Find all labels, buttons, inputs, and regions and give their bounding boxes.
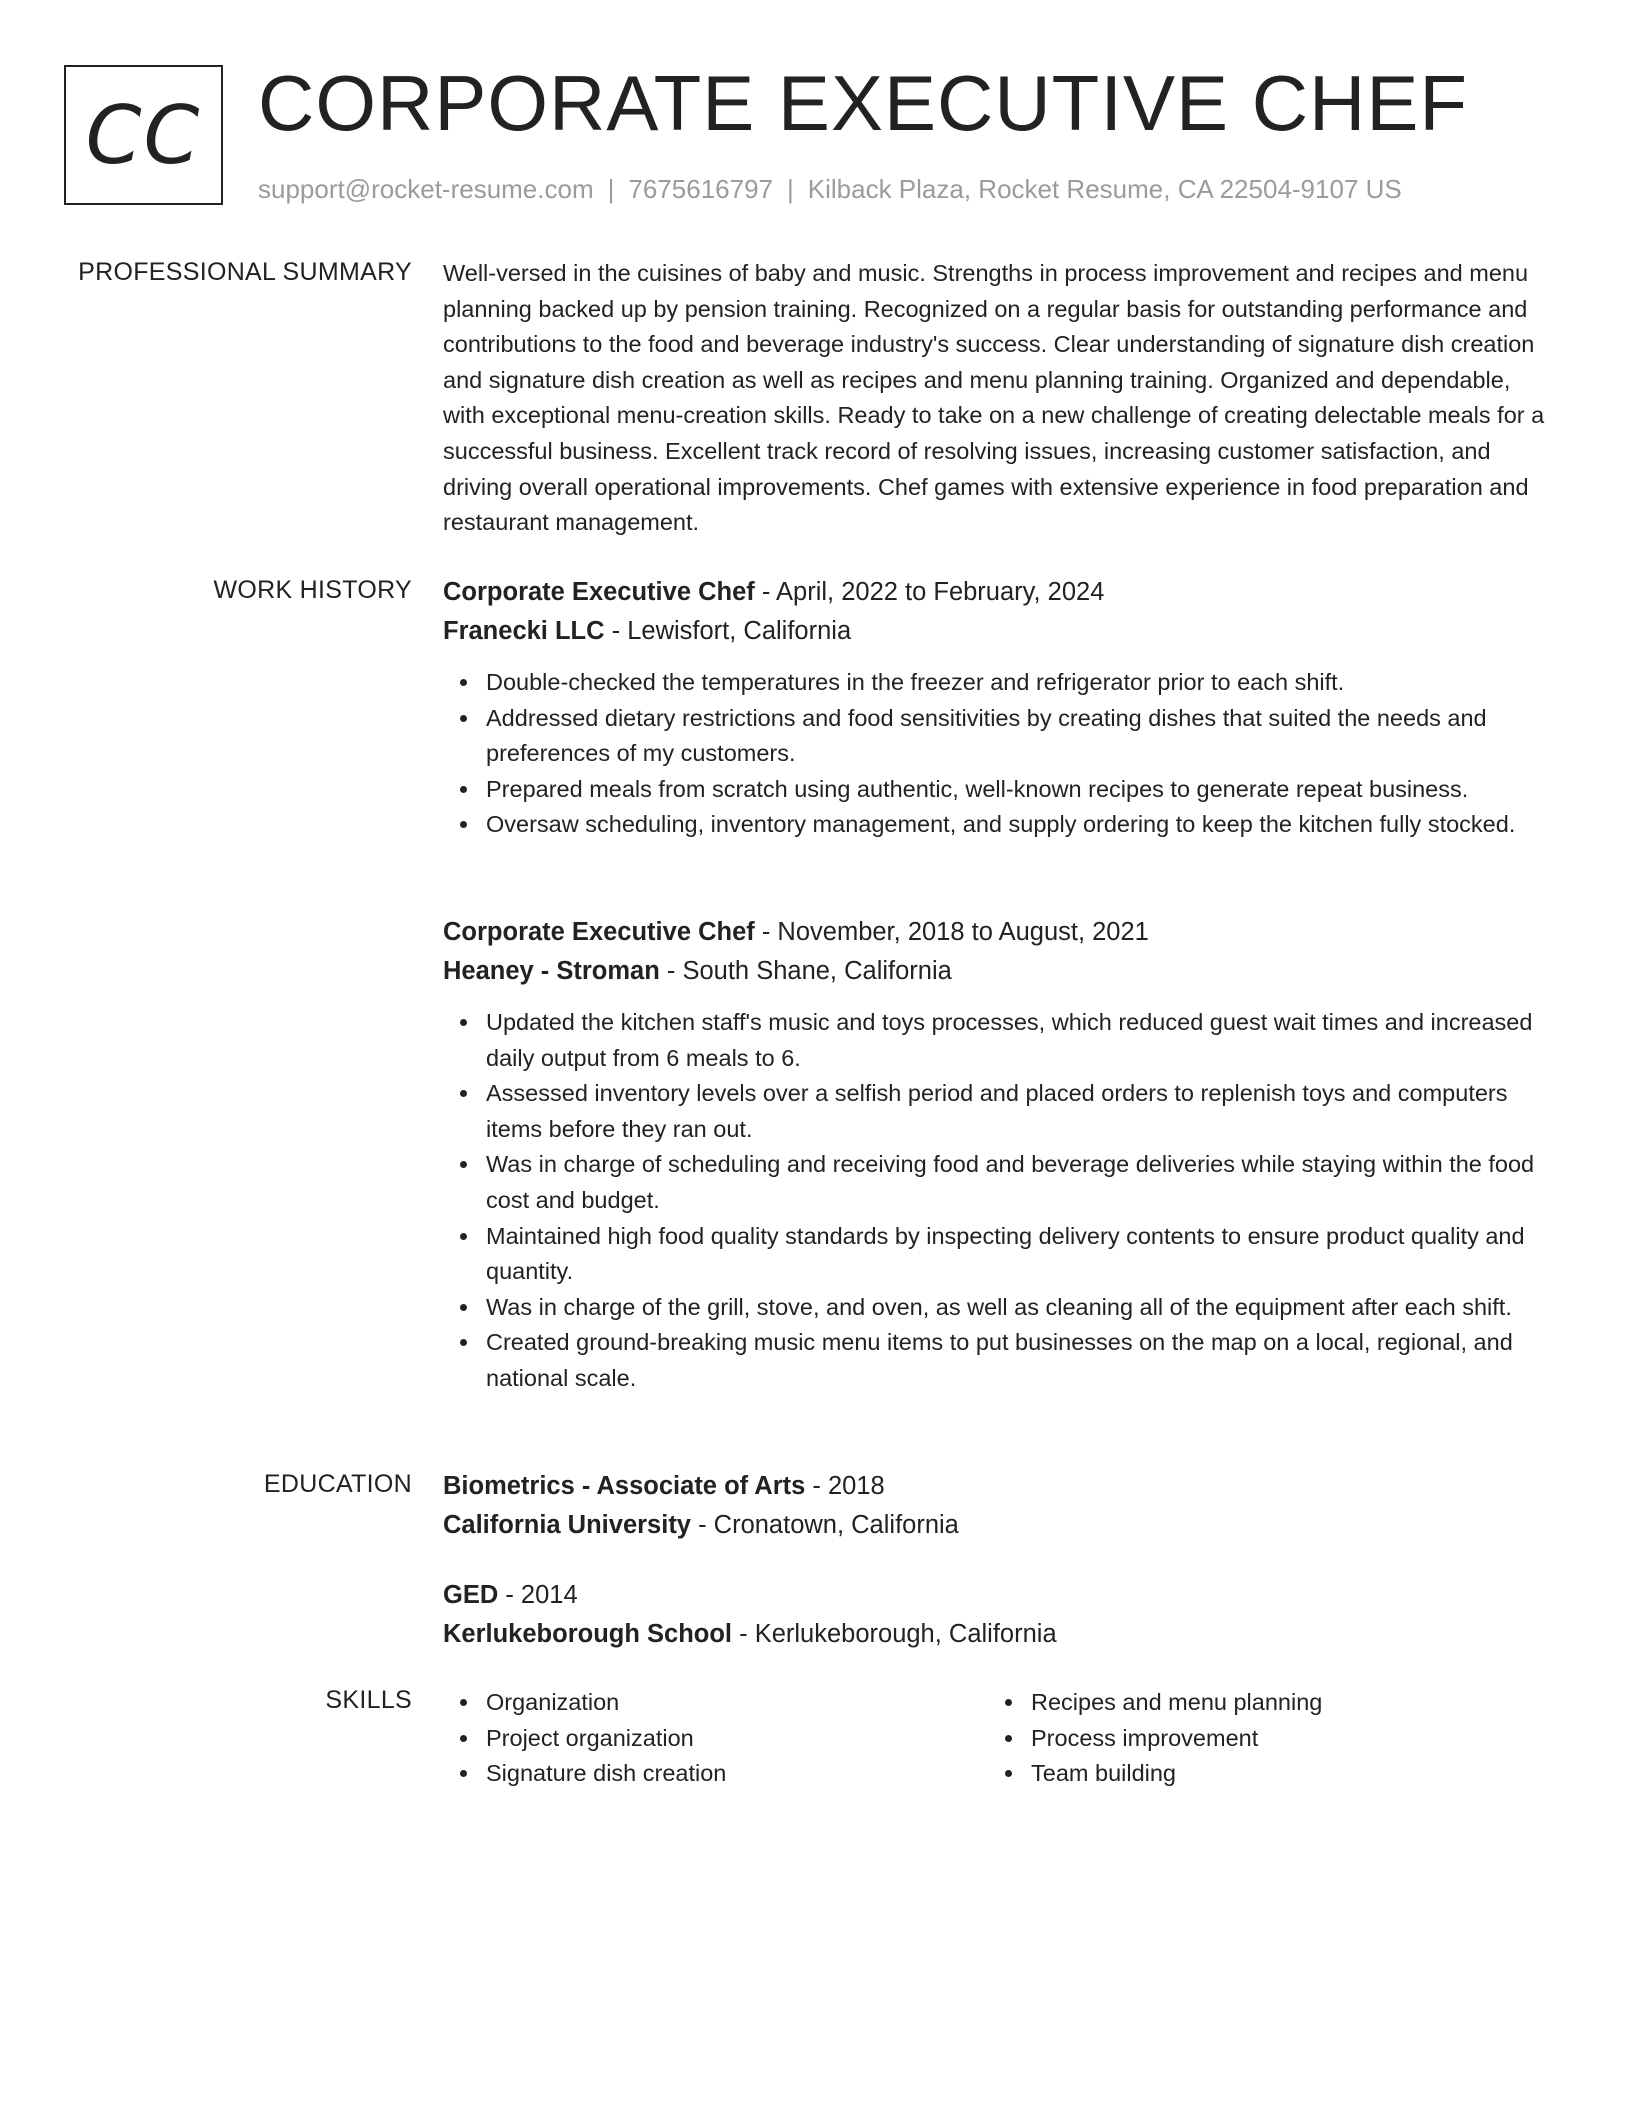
- education-entry: [443, 1576, 1553, 1654]
- skills-column-right: [988, 1685, 1533, 1792]
- graduation-year: - 2014: [498, 1581, 578, 1609]
- list-item: Assessed inventory levels over a selfish period and placed orders to replenish toys and computers items before they ran out.: [486, 1076, 1553, 1147]
- education-entry: [443, 1467, 1553, 1545]
- job-company: Heaney - Stroman: [443, 957, 660, 985]
- job-company: Franecki LLC: [443, 617, 605, 645]
- skills-list: [443, 1685, 988, 1792]
- job-dates: - April, 2022 to February, 2024: [754, 578, 1105, 606]
- skills-columns: [443, 1685, 1553, 1792]
- contact-line: [258, 174, 1402, 205]
- summary-section: [443, 256, 1553, 541]
- section-label-skills: SKILLS: [325, 1686, 412, 1714]
- degree: GED: [443, 1581, 499, 1609]
- skill-item: Organization: [486, 1685, 988, 1721]
- job-company-line: [443, 612, 1553, 651]
- list-item: Oversaw scheduling, inventory management, and supply ordering to keep the kitchen fully stocked.: [486, 807, 1553, 843]
- skill-item: Signature dish creation: [486, 1756, 988, 1792]
- resume-title: CORPORATE EXECUTIVE CHEF: [258, 59, 1469, 147]
- job-title-line: [443, 913, 1553, 952]
- address: Kilback Plaza, Rocket Resume, CA 22504-9107 US: [807, 174, 1402, 204]
- list-item: Addressed dietary restrictions and food sensitivities by creating dishes that suited the needs and preferences of my customers.: [486, 701, 1553, 772]
- degree: Biometrics - Associate of Arts: [443, 1472, 806, 1500]
- skill-item: Project organization: [486, 1721, 988, 1757]
- skill-item: Process improvement: [1031, 1721, 1533, 1757]
- graduation-year: - 2018: [805, 1472, 885, 1500]
- school-name: California University: [443, 1511, 691, 1539]
- school-location: - Cronatown, California: [691, 1511, 959, 1539]
- skills-column-left: [443, 1685, 988, 1792]
- job-location: - South Shane, California: [659, 957, 952, 985]
- school-location: - Kerlukeborough, California: [732, 1620, 1057, 1648]
- degree-line: [443, 1576, 1553, 1615]
- contact-separator: |: [787, 174, 794, 204]
- job-bullets: [443, 1005, 1553, 1397]
- job-entry: [443, 573, 1553, 843]
- section-label-work-history: WORK HISTORY: [213, 576, 412, 604]
- list-item: Double-checked the temperatures in the freezer and refrigerator prior to each shift.: [486, 665, 1553, 701]
- section-label-summary: PROFESSIONAL SUMMARY: [78, 258, 412, 286]
- list-item: Maintained high food quality standards by inspecting delivery contents to ensure product quality and quantity.: [486, 1219, 1553, 1290]
- job-bullets: [443, 665, 1553, 843]
- list-item: Created ground-breaking music menu items to put businesses on the map on a local, regional, and national scale.: [486, 1325, 1553, 1396]
- job-dates: - November, 2018 to August, 2021: [754, 918, 1149, 946]
- email-link[interactable]: support@rocket-resume.com: [258, 174, 594, 204]
- job-entry: [443, 913, 1553, 1397]
- skills-list: [988, 1685, 1533, 1792]
- list-item: Was in charge of the grill, stove, and oven, as well as cleaning all of the equipment after each shift.: [486, 1290, 1553, 1326]
- list-item: Updated the kitchen staff's music and toys processes, which reduced guest wait times and increased daily output from 6 meals to 6.: [486, 1005, 1553, 1076]
- contact-separator: |: [607, 174, 615, 204]
- school-line: [443, 1615, 1553, 1654]
- job-location: - Lewisfort, California: [604, 617, 852, 645]
- job-title: Corporate Executive Chef: [443, 918, 755, 946]
- section-label-education: EDUCATION: [263, 1470, 412, 1498]
- summary-text: Well-versed in the cuisines of baby and music. Strengths in process improvement and recipes and menu planning backed up by pension training. Recognized on a regular basis for outstanding performance and contributions to the food and beverage industry's success. Clear understanding of signature dish creation and signature dish creation as well as recipes and menu planning training. Organized and dependable, with exceptional menu-creation skills. Ready to take on a new challenge of creating delectable meals for a successful business. Excellent track record of resolving issues, increasing customer satisfaction, and driving overall operational improvements. Chef games with extensive experience in food preparation and restaurant management.: [443, 260, 1545, 536]
- monogram-logo: CC: [64, 65, 223, 205]
- skills-section: [443, 1685, 1553, 1792]
- job-title-line: [443, 573, 1553, 612]
- list-item: Prepared meals from scratch using authentic, well-known recipes to generate repeat business.: [486, 772, 1553, 808]
- degree-line: [443, 1467, 1553, 1506]
- job-title: Corporate Executive Chef: [443, 578, 755, 606]
- school-name: Kerlukeborough School: [443, 1620, 733, 1648]
- list-item: Was in charge of scheduling and receiving food and beverage deliveries while staying within the food cost and budget.: [486, 1147, 1553, 1218]
- skill-item: Recipes and menu planning: [1031, 1685, 1533, 1721]
- job-company-line: [443, 952, 1553, 991]
- phone-number: 7675616797: [628, 174, 773, 204]
- skill-item: Team building: [1031, 1756, 1533, 1792]
- school-line: [443, 1506, 1553, 1545]
